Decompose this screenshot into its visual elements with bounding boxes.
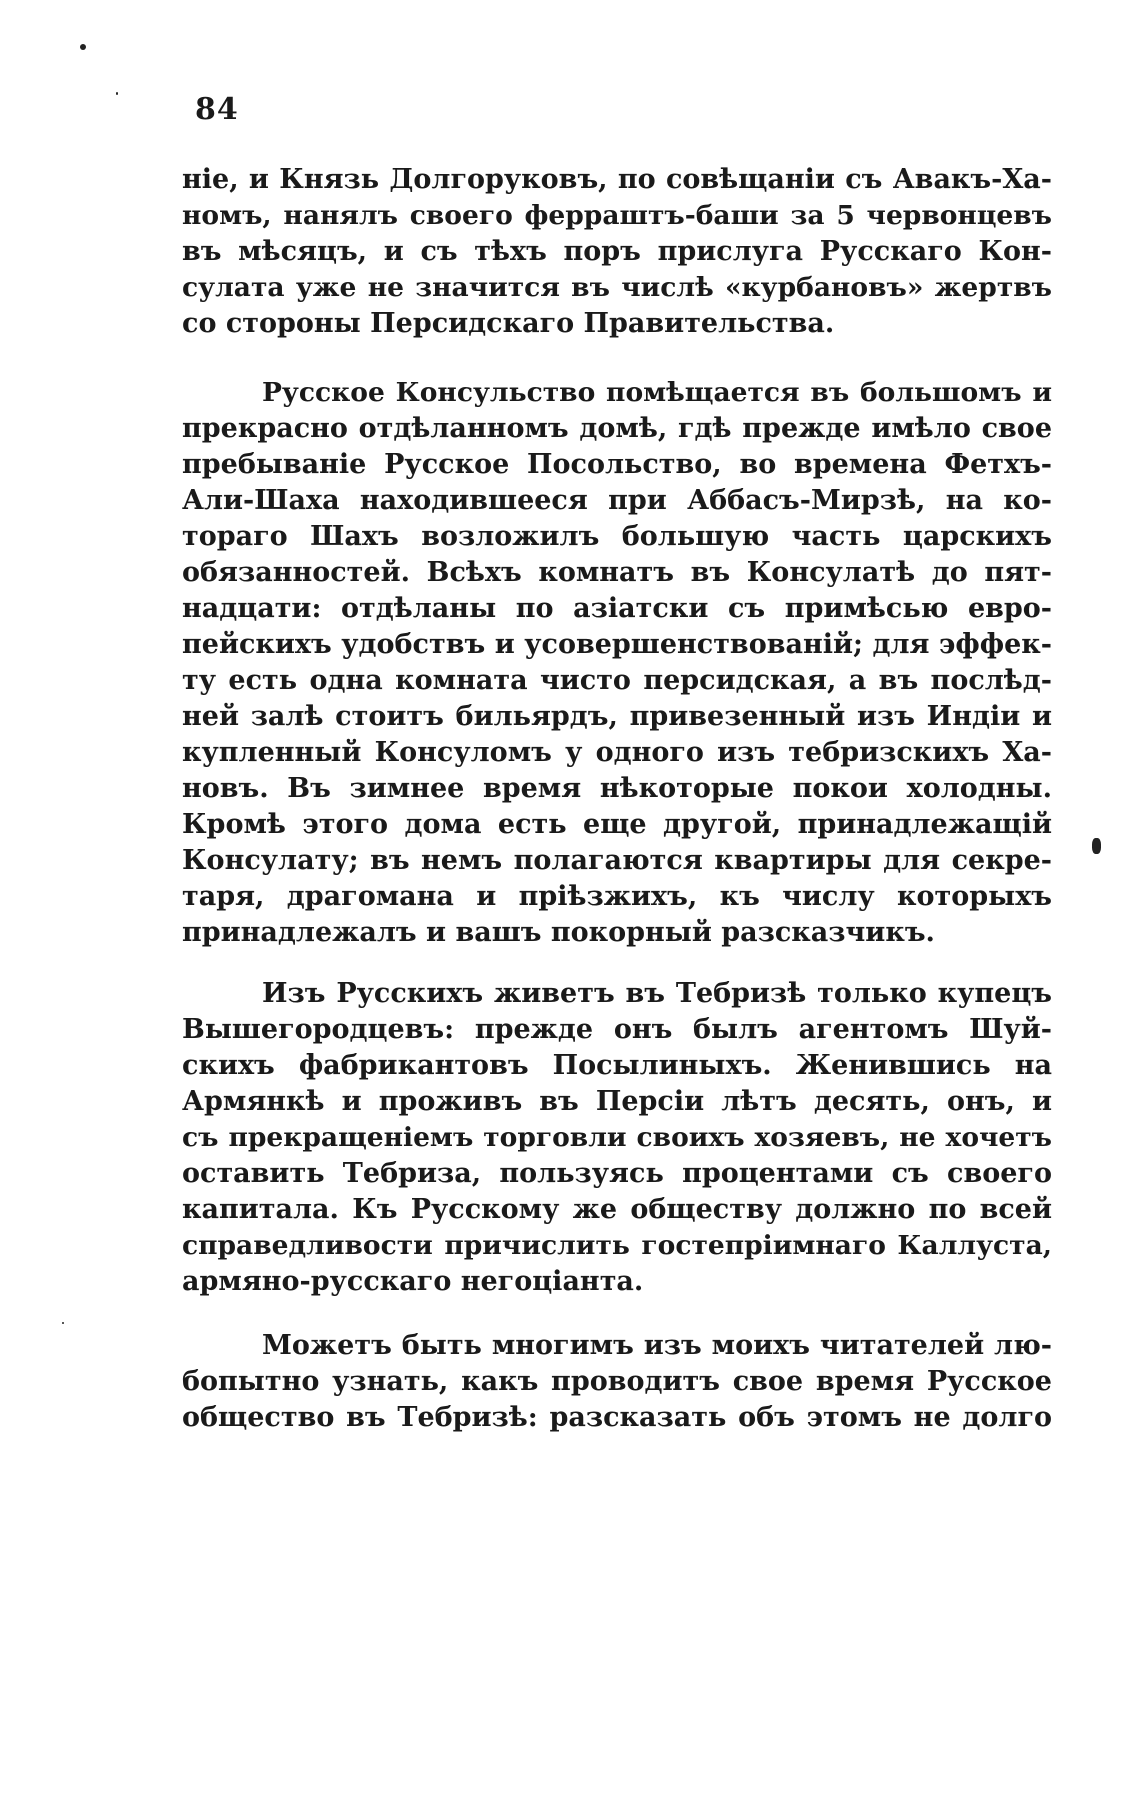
text-line: справедливости причислить гостепріимнаго Каллуста,	[182, 1230, 1052, 1261]
text-line: Русское Консульство помѣщается въ большомъ и	[262, 377, 1052, 408]
text-line: Изъ Русскихъ живетъ въ Тебризѣ только купецъ	[262, 978, 1052, 1009]
text-line: Можетъ быть многимъ изъ моихъ читателей лю-	[262, 1330, 1052, 1361]
text-line: Вышегородцевъ: прежде онъ былъ агентомъ Шуй-	[182, 1014, 1052, 1045]
text-line: Армянкѣ и проживъ въ Персіи лѣтъ десять, онъ, и	[182, 1086, 1052, 1117]
text-line: ту есть одна комната чисто персидская, а въ послѣд-	[182, 665, 1052, 696]
ink-speck	[80, 44, 86, 50]
ink-blot	[1092, 838, 1101, 854]
text-line: Кромѣ этого дома есть еще другой, принадлежащій	[182, 809, 1052, 840]
text-line: новъ. Въ зимнее время нѣкоторые покои холодны.	[182, 773, 1052, 804]
text-line: таря, драгомана и пріѣзжихъ, къ числу которыхъ	[182, 881, 1052, 912]
text-line: бопытно узнать, какъ проводитъ свое время Русское	[182, 1366, 1052, 1397]
text-line: скихъ фабрикантовъ Посылиныхъ. Женившись на	[182, 1050, 1052, 1081]
paragraph-4	[182, 1328, 1052, 1436]
text-line: ней залѣ стоитъ бильярдъ, привезенный изъ Индіи и	[182, 701, 1052, 732]
text-line: оставить Тебриза, пользуясь процентами съ своего	[182, 1158, 1052, 1189]
text-line: тораго Шахъ возложилъ большую часть царскихъ	[182, 521, 1052, 552]
text-line: капитала. Къ Русскому же обществу должно по всей	[182, 1194, 1052, 1225]
paragraph-2	[182, 375, 1052, 951]
text-line: Консулату; въ немъ полагаются квартиры для секре-	[182, 845, 1052, 876]
paragraph-1	[182, 162, 1052, 342]
ink-speck	[62, 1322, 64, 1324]
text-line: принадлежалъ и вашъ покорный разсказчикъ.	[182, 917, 935, 948]
text-line: номъ, нанялъ своего ферраштъ-баши за 5 червонцевъ	[182, 200, 1052, 231]
text-line: надцати: отдѣланы по азіатски съ примѣсью евро-	[182, 593, 1052, 624]
text-line: пейскихъ удобствъ и усовершенствованій; для эффек-	[182, 629, 1052, 660]
text-line: сулата уже не значится въ числѣ «курбановъ» жертвъ	[182, 272, 1052, 303]
text-line: купленный Консуломъ у одного изъ тебризскихъ Ха-	[182, 737, 1052, 768]
text-line: обязанностей. Всѣхъ комнатъ въ Консулатѣ до пят-	[182, 557, 1052, 588]
text-line: ніе, и Князь Долгоруковъ, по совѣщаніи съ Авакъ-Ха-	[182, 164, 1052, 195]
ink-speck	[116, 92, 118, 95]
text-line: армяно-русскаго негоціанта.	[182, 1266, 644, 1297]
text-line: прекрасно отдѣланномъ домѣ, гдѣ прежде имѣло свое	[182, 413, 1052, 444]
text-line: въ мѣсяцъ, и съ тѣхъ поръ прислуга Русскаго Кон-	[182, 236, 1052, 267]
text-line: съ прекращеніемъ торговли своихъ хозяевъ, не хочетъ	[182, 1122, 1052, 1153]
paragraph-3	[182, 976, 1052, 1300]
page-number: 84	[195, 92, 239, 127]
text-line: пребываніе Русское Посольство, во времена Фетхъ-	[182, 449, 1052, 480]
text-line: со стороны Персидскаго Правительства.	[182, 308, 835, 339]
text-line: Али-Шаха находившееся при Аббасъ-Мирзѣ, на ко-	[182, 485, 1052, 516]
text-line: общество въ Тебризѣ: разсказать объ этомъ не долго	[182, 1402, 1052, 1433]
